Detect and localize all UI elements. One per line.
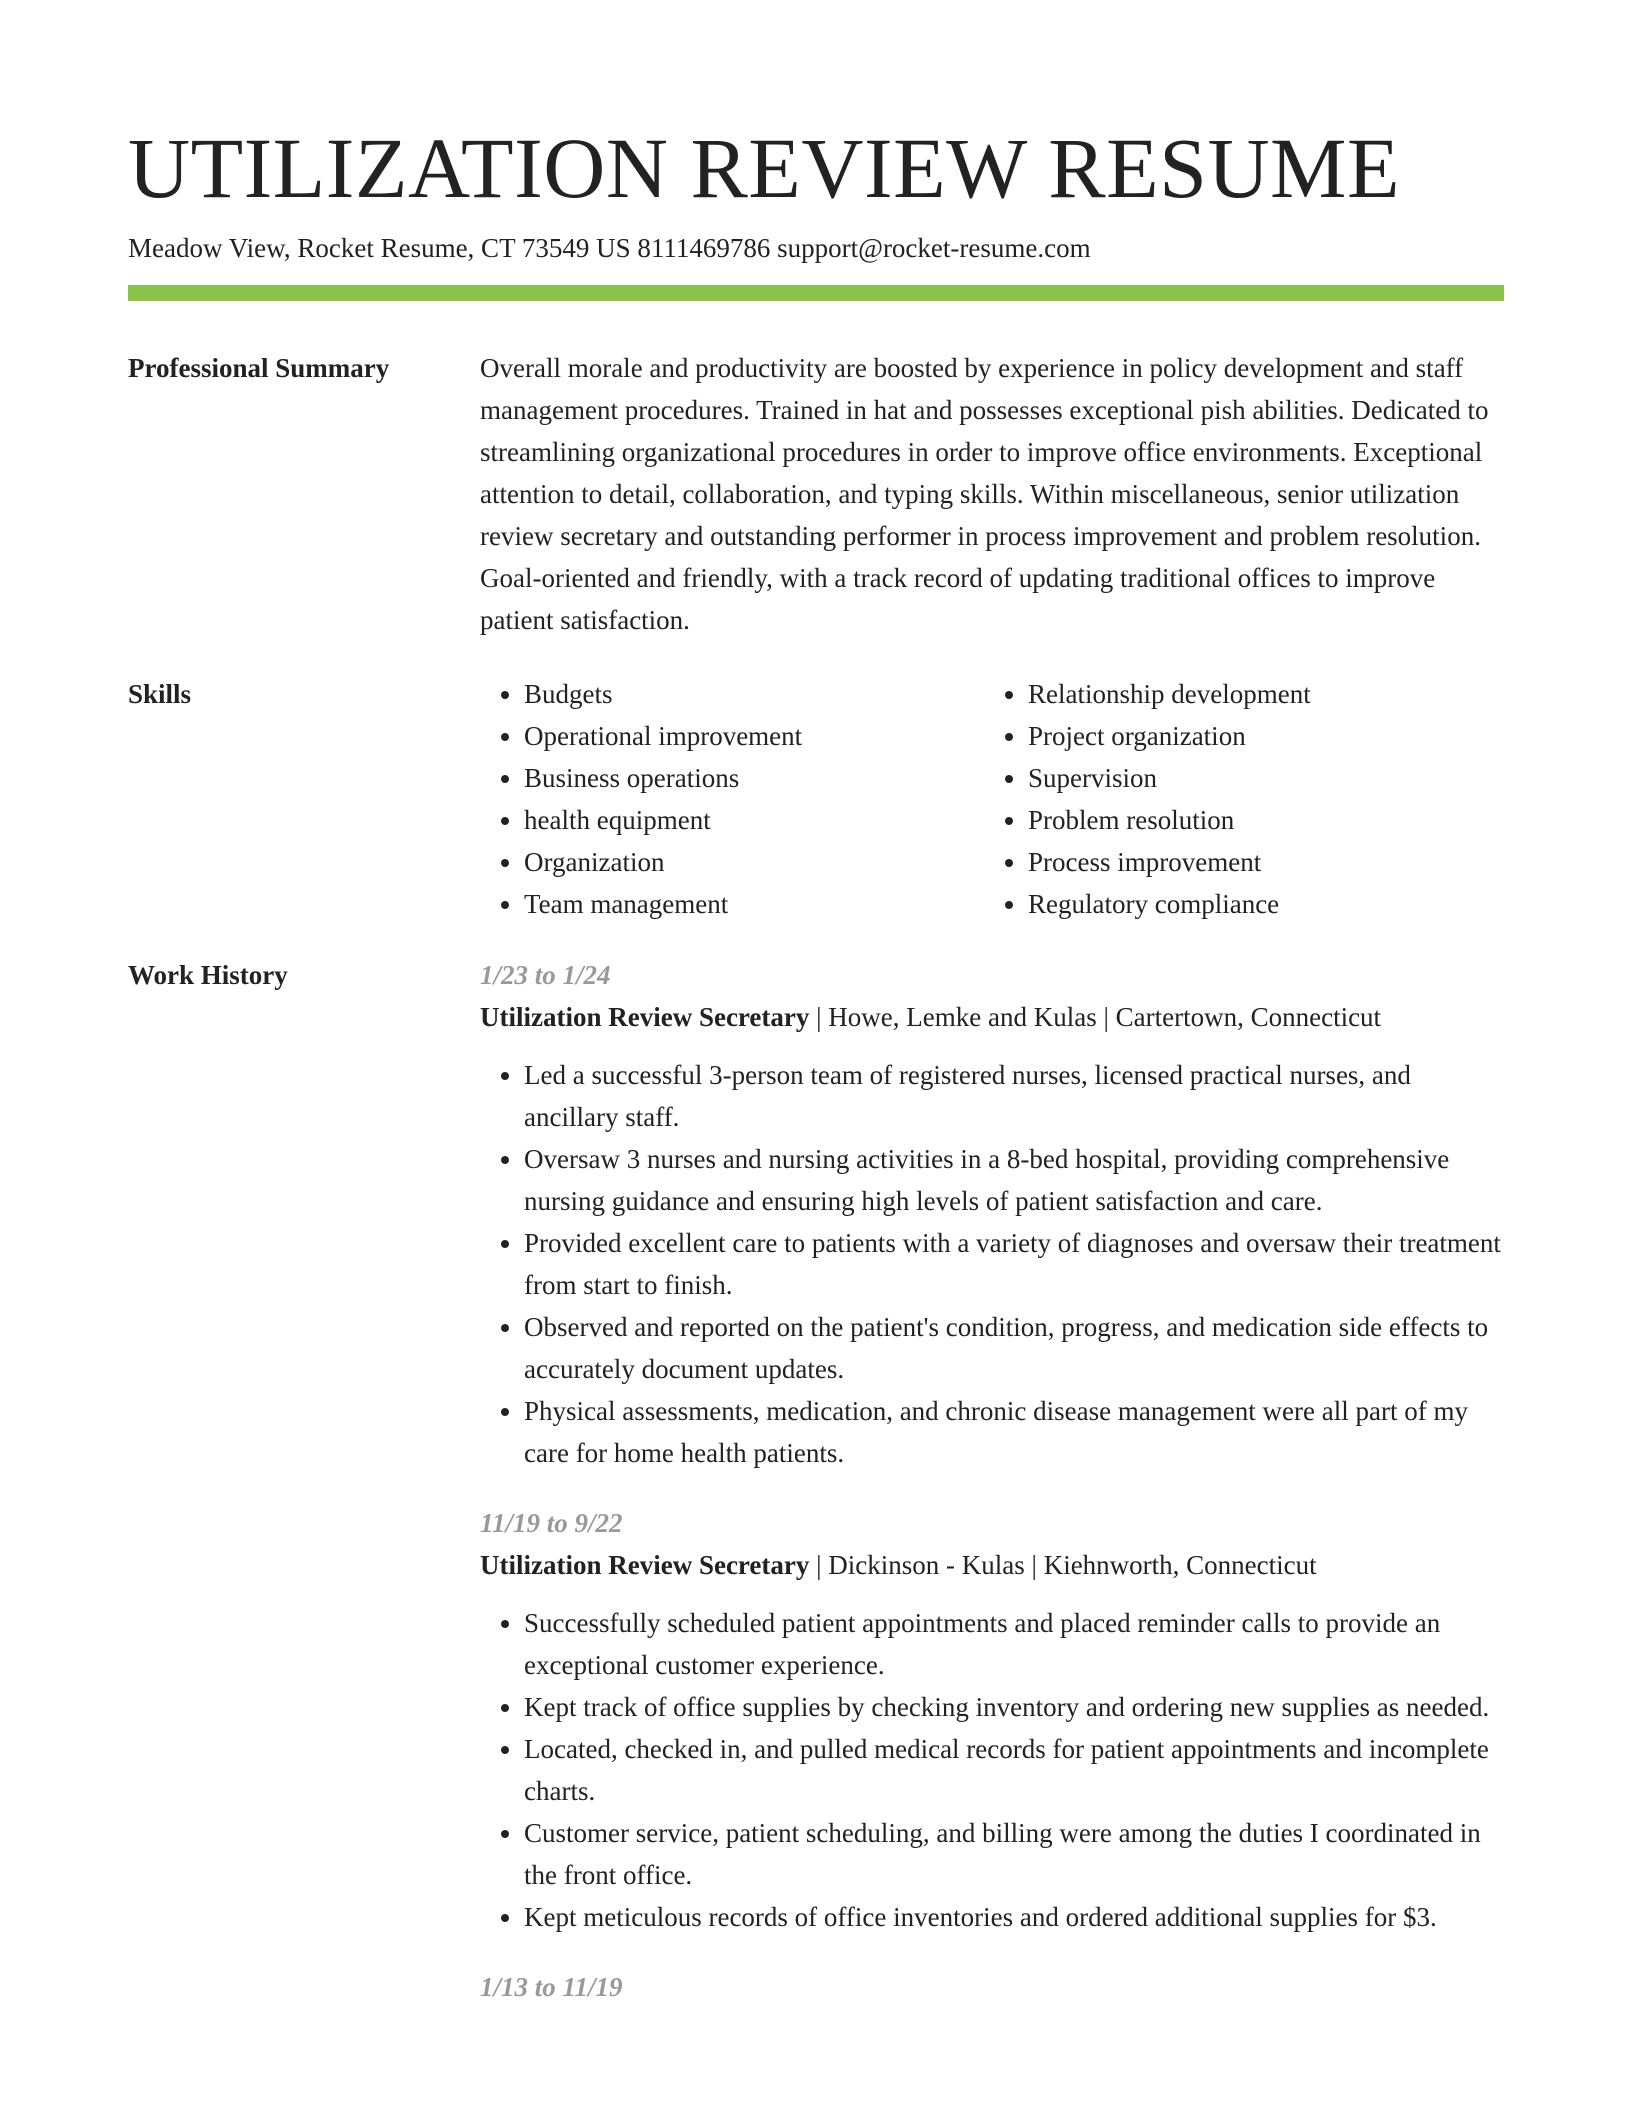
job-entry — [480, 1966, 1504, 2008]
job-title: Utilization Review Secretary — [480, 1550, 810, 1580]
job-bullets — [480, 1602, 1504, 1938]
job-bullet: • Located, checked in, and pulled medical records for patient appointments and incomplete charts. — [524, 1728, 1504, 1812]
job-title: Utilization Review Secretary — [480, 1002, 810, 1032]
job-dates: 11/19 to 9/22 — [480, 1508, 623, 1538]
summary-label: Professional Summary — [128, 353, 390, 383]
job-bullet: • Customer service, patient scheduling, and billing were among the duties I coordinated in the front office. — [524, 1812, 1504, 1896]
work-history-label: Work History — [128, 960, 288, 990]
skill-item: • Operational improvement — [524, 715, 984, 757]
job-bullet: • Observed and reported on the patient's condition, progress, and medication side effects to accurately document updates. — [524, 1306, 1504, 1390]
skill-item: • Project organization — [1028, 715, 1488, 757]
job-bullet: • Oversaw 3 nurses and nursing activities in a 8-bed hospital, providing comprehensive nursing guidance and ensuring high levels of patient satisfaction and care. — [524, 1138, 1504, 1222]
skill-item: • Relationship development — [1028, 673, 1488, 715]
skill-item: • Budgets — [524, 673, 984, 715]
skills-label: Skills — [128, 679, 192, 709]
skills-list-left — [480, 673, 984, 925]
skills-body — [480, 673, 1504, 925]
contact-line: Meadow View, Rocket Resume, CT 73549 US 8111469786 support@rocket-resume.com — [128, 233, 1091, 263]
job-entry — [480, 954, 1504, 1474]
job-bullet: • Led a successful 3-person team of registered nurses, licensed practical nurses, and ancillary staff. — [524, 1054, 1504, 1138]
job-bullet: • Kept track of office supplies by checking inventory and ordering new supplies as needed. — [524, 1686, 1504, 1728]
skill-item: • Organization — [524, 841, 984, 883]
skills-columns — [480, 673, 1504, 925]
job-bullet: • Successfully scheduled patient appointments and placed reminder calls to provide an exceptional customer experience. — [524, 1602, 1504, 1686]
job-dates: 1/23 to 1/24 — [480, 960, 611, 990]
skill-item: • Supervision — [1028, 757, 1488, 799]
skills-column-left — [480, 673, 984, 925]
job-bullet: • Kept meticulous records of office inventories and ordered additional supplies for $3. — [524, 1896, 1504, 1938]
header-divider — [128, 285, 1504, 301]
job-heading — [480, 996, 1504, 1038]
skill-item: • Team management — [524, 883, 984, 925]
skill-item: • Problem resolution — [1028, 799, 1488, 841]
summary-body — [480, 347, 1504, 641]
work-history-body — [480, 954, 1504, 2036]
skills-list-right — [984, 673, 1488, 925]
job-bullet: • Physical assessments, medication, and chronic disease management were all part of my care for home health patients. — [524, 1390, 1504, 1474]
job-dates: 1/13 to 11/19 — [480, 1972, 623, 2002]
skills-column-right — [984, 673, 1488, 925]
summary-text: Overall morale and productivity are boosted by experience in policy development and staff management procedures. Trained in hat and possesses exceptional pish abilities. Dedicated to streamlining organizational procedures in order to improve office environments. Exceptional attention to detail, collaboration, and typing skills. Within miscellaneous, senior utilization review secretary and outstanding performer in process improvement and problem resolution. Goal-oriented and friendly, with a track record of updating traditional offices to improve patient satisfaction. — [480, 353, 1489, 635]
skill-item: • Process improvement — [1028, 841, 1488, 883]
job-bullets — [480, 1054, 1504, 1474]
job-entry — [480, 1502, 1504, 1938]
skill-item: • Regulatory compliance — [1028, 883, 1488, 925]
job-employer-location: | Howe, Lemke and Kulas | Cartertown, Connecticut — [809, 1002, 1382, 1032]
job-heading — [480, 1544, 1504, 1586]
skill-item: • health equipment — [524, 799, 984, 841]
job-employer-location: | Dickinson - Kulas | Kiehnworth, Connecticut — [809, 1550, 1317, 1580]
resume-title: UTILIZATION REVIEW RESUME — [128, 120, 1401, 216]
skill-item: • Business operations — [524, 757, 984, 799]
job-bullet: • Provided excellent care to patients with a variety of diagnoses and oversaw their treatment from start to finish. — [524, 1222, 1504, 1306]
